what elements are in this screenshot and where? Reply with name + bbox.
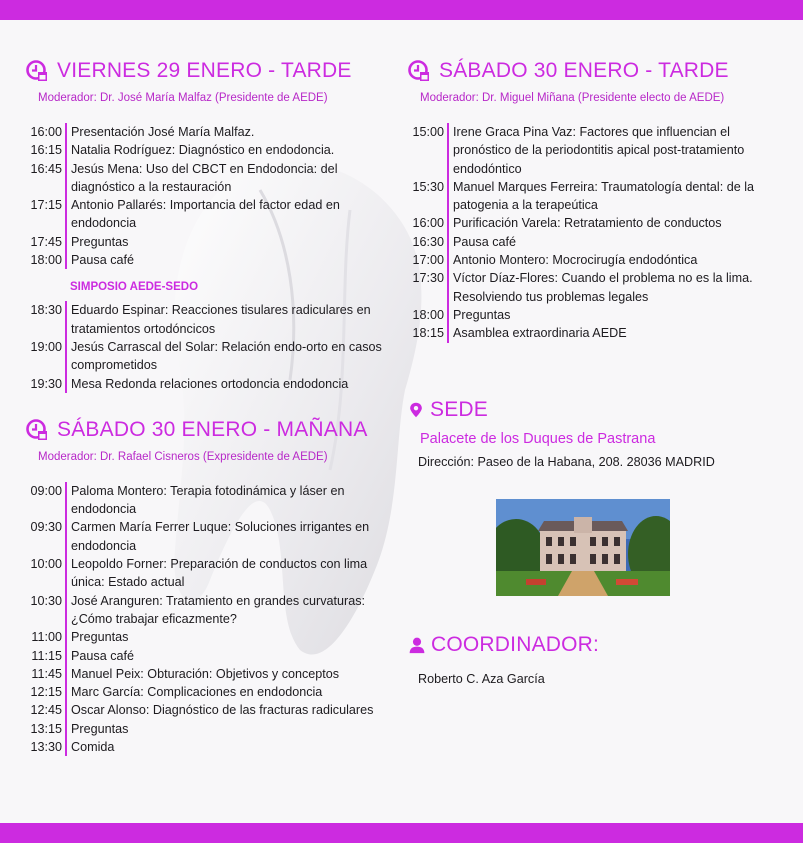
saturday-afternoon-title: SÁBADO 30 ENERO - TARDE [439,59,729,82]
coordinator-name: Roberto C. Aza García [418,671,545,686]
schedule-time: 18:00 [412,307,444,322]
schedule-text: Irene Graca Pina Vaz: Factores que influencian el pronóstico de la periodontitis apical post-tratamiento endodóntico [453,125,745,176]
schedule-time: 10:30 [30,593,62,608]
schedule-time: 16:15 [30,143,62,158]
time-divider [65,301,67,338]
schedule-time: 17:45 [30,234,62,249]
schedule-row [26,482,388,519]
time-divider [65,338,67,375]
time-divider [65,665,67,683]
schedule-row [408,233,788,251]
schedule-row [26,123,388,141]
time-divider [65,592,67,629]
schedule-text: Presentación José María Malfaz. [71,125,255,139]
time-divider [65,196,67,233]
friday-moderator: Moderador: Dr. José María Malfaz (Presidente de AEDE) [38,92,328,104]
schedule-text: Antonio Montero: Mocrocirugía endodóntica [453,253,698,268]
schedule-time: 11:00 [31,630,62,645]
calendar-clock-icon [26,60,48,82]
friday-title: VIERNES 29 ENERO - TARDE [57,59,352,82]
schedule-row [408,269,788,306]
schedule-time: 16:00 [30,125,62,139]
coordinator-section [408,630,788,686]
time-divider [65,233,67,251]
schedule-text: Pausa café [453,234,517,249]
schedule-row [26,738,388,756]
schedule-text: Eduardo Espinar: Reacciones tisulares radiculares en tratamientos ortodóncicos [71,303,371,336]
schedule-text: Purificación Varela: Retratamiento de conductos [453,216,722,231]
bottom-color-band [0,823,803,843]
schedule-time: 18:00 [30,253,62,268]
schedule-row [26,683,388,701]
venue-section [408,395,788,596]
time-divider [65,123,67,141]
time-divider [65,738,67,756]
schedule-time: 09:30 [30,520,62,535]
time-divider [447,306,449,324]
schedule-text: José Aranguren: Tratamiento en grandes curvaturas: ¿Cómo trabajar eficazmente? [71,593,366,626]
calendar-clock-icon [26,419,48,441]
schedule-row [408,324,788,342]
schedule-row [26,701,388,719]
time-divider [65,647,67,665]
schedule-text: Marc García: Complicaciones en endodoncia [71,685,323,700]
time-divider [65,628,67,646]
symposium-schedule [26,301,388,392]
schedule-row [26,251,388,269]
schedule-time: 15:00 [412,125,444,139]
schedule-text: Comida [71,740,115,755]
time-divider [447,324,449,342]
saturday-morning-moderator: Moderador: Dr. Rafael Cisneros (Expresidente de AEDE) [38,450,328,463]
saturday-afternoon-moderator: Moderador: Dr. Miguel Miñana (Presidente electo de AEDE) [420,92,725,104]
schedule-time: 13:30 [30,740,62,755]
schedule-time: 10:00 [30,557,62,572]
schedule-text: Jesús Mena: Uso del CBCT en Endodoncia: del diagnóstico a la restauración [71,161,338,194]
schedule-text: Preguntas [453,307,511,322]
saturday-morning-heading [26,415,388,445]
schedule-row [408,214,788,232]
schedule-text: Natalia Rodríguez: Diagnóstico en endodoncia. [71,143,335,158]
left-column [26,56,388,770]
schedule-text: Manuel Marques Ferreira: Traumatología dental: de la patogenia a la terapeútica [453,179,755,213]
saturday-afternoon-schedule [408,123,788,343]
coordinator-heading [408,630,788,660]
time-divider [65,160,67,197]
schedule-time: 16:45 [30,161,62,176]
schedule-time: 16:30 [412,234,444,249]
schedule-row [408,251,788,269]
venue-heading [408,395,788,425]
schedule-time: 12:45 [30,703,62,718]
schedule-row [26,555,388,592]
saturday-morning-title: SÁBADO 30 ENERO - MAÑANA [57,417,368,441]
schedule-time: 18:15 [412,326,444,341]
venue-address: Dirección: Paseo de la Habana, 208. 28036 MADRID [418,454,715,469]
schedule-row [26,647,388,665]
schedule-text: Preguntas [71,234,129,249]
schedule-text: Pausa café [71,648,135,663]
schedule-time: 09:00 [30,483,62,498]
friday-heading [26,56,388,86]
schedule-text: Víctor Díaz-Flores: Cuando el problema no es la lima. Resolviendo tus problemas legales [453,271,753,304]
schedule-time: 19:00 [30,339,62,354]
symposium-title: SIMPOSIO AEDE-SEDO [70,281,199,294]
time-divider [65,518,67,555]
venue-place: Palacete de los Duques de Pastrana [420,430,656,447]
time-divider [65,251,67,269]
schedule-text: Asamblea extraordinaria AEDE [453,326,627,341]
location-pin-icon [408,399,424,421]
saturday-morning-schedule [26,482,388,756]
time-divider [65,375,67,393]
time-divider [447,269,449,306]
schedule-text: Antonio Pallarés: Importancia del factor edad en endodoncia [71,198,340,231]
saturday-morning-section [26,415,388,756]
schedule-row [26,338,388,375]
schedule-time: 12:15 [30,685,62,700]
time-divider [447,123,449,178]
schedule-time: 17:30 [412,271,444,286]
schedule-row [26,301,388,338]
schedule-row [26,233,388,251]
time-divider [65,701,67,719]
time-divider [65,482,67,519]
schedule-text: Jesús Carrascal del Solar: Relación endo-orto en casos comprometidos [71,339,382,373]
person-icon [408,634,426,656]
schedule-row [408,306,788,324]
time-divider [65,555,67,592]
schedule-time: 17:15 [30,198,62,213]
schedule-time: 13:15 [30,721,62,736]
schedule-text: Manuel Peix: Obturación: Objetivos y conceptos [71,666,340,681]
schedule-time: 11:15 [31,648,62,663]
time-divider [65,720,67,738]
venue-title: SEDE [430,397,488,421]
schedule-time: 19:30 [30,376,62,391]
schedule-row [26,665,388,683]
palace-photo [496,499,670,596]
time-divider [447,214,449,232]
time-divider [447,178,449,215]
schedule-text: Oscar Alonso: Diagnóstico de las fracturas radiculares [71,703,374,718]
schedule-row [26,720,388,738]
schedule-text: Carmen María Ferrer Luque: Soluciones irrigantes en endodoncia [71,520,370,553]
coordinator-title: COORDINADOR: [431,632,600,656]
schedule-row [26,628,388,646]
friday-schedule [26,123,388,269]
top-color-band [0,0,803,20]
schedule-time: 11:45 [31,666,62,681]
schedule-time: 18:30 [30,303,62,318]
schedule-row [26,160,388,197]
schedule-row [26,141,388,159]
schedule-row [26,518,388,555]
schedule-time: 17:00 [412,253,444,268]
schedule-row [26,592,388,629]
right-column [408,56,788,700]
saturday-afternoon-heading [408,56,788,86]
calendar-clock-icon [408,60,430,82]
schedule-row [408,178,788,215]
schedule-row [408,123,788,178]
schedule-text: Leopoldo Forner: Preparación de conductos con lima única: Estado actual [71,557,368,590]
schedule-text: Paloma Montero: Terapia fotodinámica y láser en endodoncia [71,483,345,517]
time-divider [447,233,449,251]
schedule-text: Pausa café [71,253,135,268]
schedule-time: 15:30 [412,179,444,194]
schedule-text: Preguntas [71,630,129,645]
schedule-text: Mesa Redonda relaciones ortodoncia endodoncia [71,376,349,391]
time-divider [65,683,67,701]
time-divider [447,251,449,269]
friday-section [26,56,388,393]
schedule-text: Preguntas [71,721,129,736]
saturday-afternoon-section [408,56,788,343]
time-divider [65,141,67,159]
schedule-time: 16:00 [412,216,444,231]
schedule-row [26,375,388,393]
schedule-row [26,196,388,233]
